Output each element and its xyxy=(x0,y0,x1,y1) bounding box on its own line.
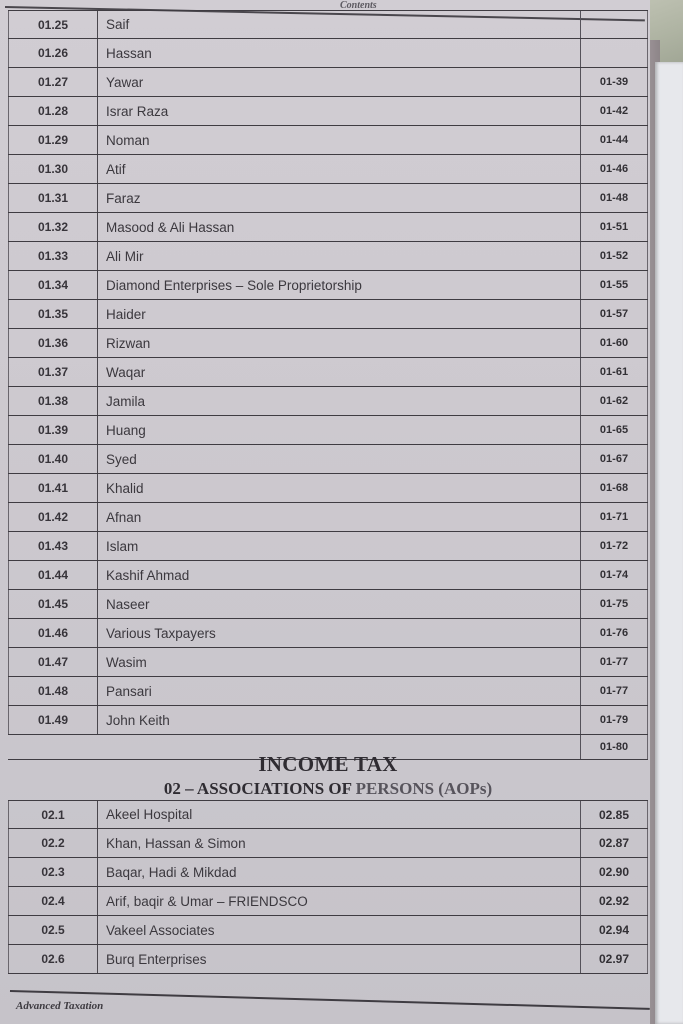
chapter-number: 01.35 xyxy=(8,300,98,328)
case-title: Masood & Ali Hassan xyxy=(106,219,235,235)
case-title: Jamila xyxy=(106,393,146,409)
table-row xyxy=(8,242,648,271)
case-title: Israr Raza xyxy=(106,103,169,119)
section-subtitle-main: 02 – ASSOCIATIONS OF xyxy=(163,779,356,798)
table-row xyxy=(8,648,648,677)
table-row xyxy=(8,416,648,445)
table-row xyxy=(8,39,648,68)
page-number: 01-39 xyxy=(580,68,648,96)
case-title: Yawar xyxy=(106,74,144,90)
case-title: Kashif Ahmad xyxy=(106,567,190,583)
table-row xyxy=(8,213,648,242)
case-title: Afnan xyxy=(106,509,142,525)
page-number: 01-61 xyxy=(580,358,648,386)
page-number: 01-51 xyxy=(580,213,648,241)
chapter-number: 01.41 xyxy=(8,474,98,502)
contents-table-section-01 xyxy=(8,10,648,760)
case-title: Pansari xyxy=(106,683,152,699)
case-title: Wasim xyxy=(106,654,147,670)
table-row xyxy=(8,590,648,619)
table-row xyxy=(8,329,648,358)
chapter-number: 01.33 xyxy=(8,242,98,270)
page-number: 01-80 xyxy=(580,735,648,759)
table-row xyxy=(8,10,648,39)
page-number: 02.94 xyxy=(580,916,648,944)
page-number: 01-79 xyxy=(580,706,648,734)
running-head: Contents xyxy=(340,0,377,11)
table-row xyxy=(8,916,648,945)
chapter-number: 01.46 xyxy=(8,619,98,647)
case-title: Naseer xyxy=(106,596,150,612)
case-title: Huang xyxy=(106,422,146,438)
case-title: Diamond Enterprises – Sole Proprietorship xyxy=(106,277,362,293)
page-number: 01-46 xyxy=(580,155,648,183)
table-row xyxy=(8,619,648,648)
case-title: Waqar xyxy=(106,364,146,380)
contents-table-section-02 xyxy=(8,800,648,974)
case-title: Khan, Hassan & Simon xyxy=(106,835,246,851)
chapter-number: 01.42 xyxy=(8,503,98,531)
chapter-number: 01.25 xyxy=(8,11,98,38)
chapter-number: 01.39 xyxy=(8,416,98,444)
chapter-number: 01.29 xyxy=(8,126,98,154)
page-number: 01-44 xyxy=(580,126,648,154)
case-title: Hassan xyxy=(106,45,152,61)
case-title: Ali Mir xyxy=(106,248,144,264)
chapter-number: 01.38 xyxy=(8,387,98,415)
page-number: 02.87 xyxy=(580,829,648,857)
case-title: Vakeel Associates xyxy=(106,922,215,938)
page-number: 01-71 xyxy=(580,503,648,531)
case-title: Atif xyxy=(106,161,126,177)
chapter-number: 01.40 xyxy=(8,445,98,473)
section-subtitle-dim: PERSONS (AOPs) xyxy=(355,779,493,798)
chapter-number: 01.26 xyxy=(8,39,98,67)
case-title: Syed xyxy=(106,451,137,467)
case-title: Akeel Hospital xyxy=(106,807,193,822)
chapter-number: 01.34 xyxy=(8,271,98,299)
case-title: Noman xyxy=(106,132,150,148)
page-number: 01-65 xyxy=(580,416,648,444)
case-title: Baqar, Hadi & Mikdad xyxy=(106,864,237,880)
section-title: INCOME TAX xyxy=(258,752,398,776)
table-row xyxy=(8,126,648,155)
case-title: Saif xyxy=(106,17,130,32)
table-row xyxy=(8,677,648,706)
chapter-number: 01.47 xyxy=(8,648,98,676)
page-number: 01-48 xyxy=(580,184,648,212)
page-number: 02.92 xyxy=(580,887,648,915)
section-subtitle xyxy=(8,779,648,799)
chapter-number: 01.43 xyxy=(8,532,98,560)
book-title-footer: Advanced Taxation xyxy=(16,1000,104,1012)
page-number: 01-76 xyxy=(580,619,648,647)
chapter-number: 01.44 xyxy=(8,561,98,589)
case-title: Arif, baqir & Umar – FRIENDSCO xyxy=(106,893,308,909)
page-number xyxy=(580,11,648,38)
page-number xyxy=(580,39,648,67)
table-row xyxy=(8,945,648,974)
case-title: Khalid xyxy=(106,480,144,496)
page-number: 02.97 xyxy=(580,945,648,973)
page-number: 02.85 xyxy=(580,801,648,828)
table-row xyxy=(8,503,648,532)
table-row xyxy=(8,706,648,735)
chapter-number: 01.31 xyxy=(8,184,98,212)
case-title: Burq Enterprises xyxy=(106,951,207,967)
table-row xyxy=(8,387,648,416)
case-title: Faraz xyxy=(106,190,141,206)
table-row xyxy=(8,829,648,858)
chapter-number: 01.36 xyxy=(8,329,98,357)
case-title: Islam xyxy=(106,538,139,554)
table-row xyxy=(8,300,648,329)
table-row xyxy=(8,474,648,503)
page-number: 01-72 xyxy=(580,532,648,560)
table-row xyxy=(8,800,648,829)
case-title: Rizwan xyxy=(106,335,151,351)
chapter-number: 02.1 xyxy=(8,801,98,828)
page-number: 01-55 xyxy=(580,271,648,299)
table-row xyxy=(8,358,648,387)
chapter-number: 01.45 xyxy=(8,590,98,618)
page-number: 01-42 xyxy=(580,97,648,125)
table-row xyxy=(8,97,648,126)
section-heading xyxy=(8,752,648,799)
page-number: 01-60 xyxy=(580,329,648,357)
page-number: 01-75 xyxy=(580,590,648,618)
table-row xyxy=(8,155,648,184)
chapter-number: 01.48 xyxy=(8,677,98,705)
page-number: 01-52 xyxy=(580,242,648,270)
table-row xyxy=(8,561,648,590)
page-number: 01-62 xyxy=(580,387,648,415)
case-title: John Keith xyxy=(106,712,170,728)
chapter-number: 01.49 xyxy=(8,706,98,734)
footer-rule xyxy=(10,990,650,1009)
chapter-number: 01.32 xyxy=(8,213,98,241)
table-row xyxy=(8,532,648,561)
chapter-number: 01.37 xyxy=(8,358,98,386)
table-row xyxy=(8,271,648,300)
table-row xyxy=(8,887,648,916)
chapter-number: 02.4 xyxy=(8,887,98,915)
chapter-number: 02.5 xyxy=(8,916,98,944)
page-number: 01-77 xyxy=(580,677,648,705)
page-number: 01-57 xyxy=(580,300,648,328)
case-title: Various Taxpayers xyxy=(106,625,216,641)
page-number: 01-68 xyxy=(580,474,648,502)
page-number: 01-74 xyxy=(580,561,648,589)
table-row xyxy=(8,184,648,213)
case-title: Haider xyxy=(106,306,146,322)
chapter-number: 02.2 xyxy=(8,829,98,857)
adjacent-page-edge xyxy=(655,62,683,1024)
table-row xyxy=(8,445,648,474)
chapter-number: 01.28 xyxy=(8,97,98,125)
chapter-number: 02.3 xyxy=(8,858,98,886)
page-number: 01-77 xyxy=(580,648,648,676)
chapter-number: 01.27 xyxy=(8,68,98,96)
page-number: 01-67 xyxy=(580,445,648,473)
table-row xyxy=(8,858,648,887)
page-number: 02.90 xyxy=(580,858,648,886)
chapter-number: 01.30 xyxy=(8,155,98,183)
table-row xyxy=(8,68,648,97)
chapter-number: 02.6 xyxy=(8,945,98,973)
